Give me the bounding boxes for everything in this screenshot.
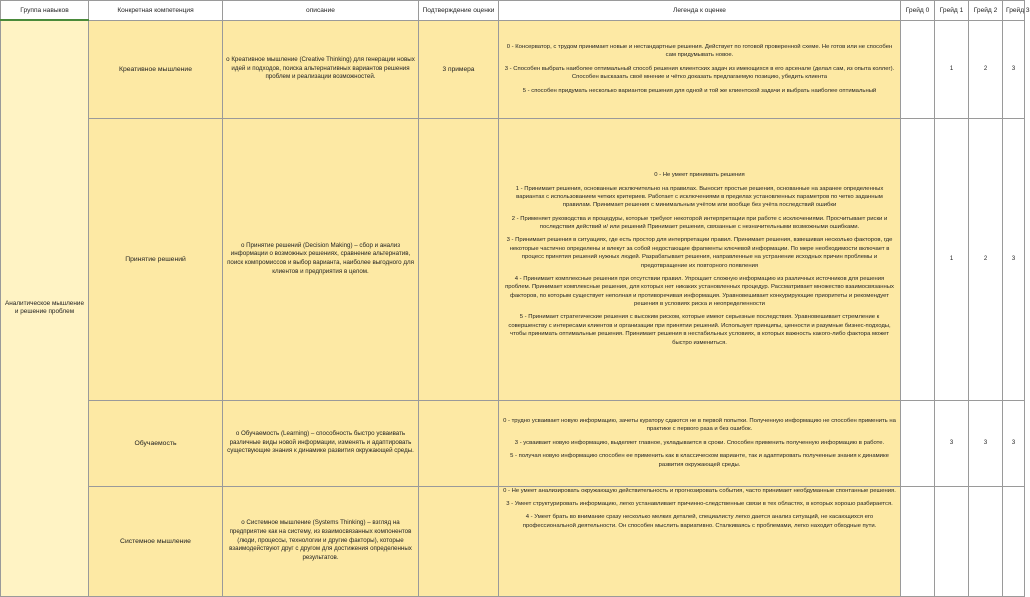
competence-cell[interactable]: Креативное мышление — [89, 20, 223, 118]
legend-line: 1 - Принимает решения, основанные исключительно на правилах. Выносит простые решения, основанные на заранее определенных вариантах с использованием четких критериев. Работает с исключениями в пределах установленных параметров по четко заданным правилам. Принимает решения с минимальным учётом или вообще без учёта последствий ошибки — [515, 185, 884, 209]
competence-cell[interactable]: Обучаемость — [89, 400, 223, 486]
grade-2-cell[interactable]: 2 — [969, 20, 1003, 118]
legend-line: 3 - усваивает новую информацию, выделяет главное, укладывается в сроки. Способен применить полученную информацию в работе. — [514, 439, 885, 446]
grade-2-cell[interactable]: 2 — [969, 118, 1003, 400]
grade-0-cell[interactable] — [901, 20, 935, 118]
grade-3-cell[interactable]: 3 — [1003, 400, 1025, 486]
legend-line: 3 - Принимает решения в ситуациях, где есть простор для интерпретации правил. Принимает решения, взвешивая несколько факторов, где некоторые частично определены и влекут за собой недостающие фрагменты ключевой информации. По мере необходимости включает в процесс принятия решений нужных людей. Разрабатывает решения, направленные на устранение исходных причин проблемы и предотвращение их повторного появления — [506, 237, 893, 269]
table-row — [1, 20, 1025, 118]
confirmation-cell[interactable]: 3 примера — [419, 20, 499, 118]
grade-0-cell[interactable] — [901, 118, 935, 400]
legend-line: 5 - получая новую информацию способен ее применить как в классическом варианте, так и адаптировать полученные знания к динамике развития окружающей среды. — [510, 453, 889, 468]
group-cell[interactable]: Аналитическое мышление и решение проблем — [1, 20, 89, 596]
header-group[interactable]: Группа навыков — [1, 1, 89, 21]
grade-2-cell[interactable]: 3 — [969, 400, 1003, 486]
header-confirmation[interactable]: Подтверждение оценки — [419, 1, 499, 21]
legend-line: 0 - Не умеет анализировать окружающую действительность и прогнозировать события, часто принимает необдуманные спонтанные решения. — [503, 487, 896, 494]
legend-line: 3 - Способен выбрать наиболее оптимальный способ решения клиентских задач из имеющихся в его арсенале (делал сам, из опыта коллег). Способен высказать своё мнение и чётко доказать предлагаемую позицию, убедить клиента — [504, 65, 895, 81]
table-row — [1, 118, 1025, 400]
confirmation-cell[interactable] — [419, 486, 499, 596]
grade-0-cell[interactable] — [901, 400, 935, 486]
header-legend[interactable]: Легенда к оценке — [499, 1, 901, 21]
legend-line: 0 - Консерватор, с трудом принимает новые и нестандартные решения. Действует по готовой проверенной схеме. Не готов или не способен сам придумывать новое. — [506, 44, 893, 59]
header-row — [1, 1, 1025, 21]
legend-line: 5 - Принимает стратегические решения с высоким риском, которые имеют серьезные последствия. Уравновешивает стремление к совершенству с интересами клиентов и организации при принятии решений. Использует принципы, ценности и разумные бизнес-подходы, чтобы принимать оптимальные решения. Принимает решения в нестабильных условиях, в которых важность какого-либо фактора может быстро измениться. — [508, 314, 891, 346]
header-competence[interactable]: Конкретная компетенция — [89, 1, 223, 21]
header-grade-0[interactable]: Грейд 0 — [901, 1, 935, 21]
competence-cell[interactable]: Принятие решений — [89, 118, 223, 400]
table-row — [1, 400, 1025, 486]
grade-0-cell[interactable] — [901, 486, 935, 596]
legend-cell[interactable] — [499, 118, 901, 400]
legend-cell[interactable] — [499, 400, 901, 486]
grade-3-cell[interactable] — [1003, 486, 1025, 596]
header-grade-2[interactable]: Грейд 2 — [969, 1, 1003, 21]
grade-1-cell[interactable]: 1 — [935, 118, 969, 400]
header-grade-1[interactable]: Грейд 1 — [935, 1, 969, 21]
description-cell[interactable]: о Принятие решений (Decision Making) – сбор и анализ информации о возможных решениях, сравнение альтернатив, поиск компромиссов и выбор варианта, наиболее выгодного для клиентов и предприятия в целом. — [223, 118, 419, 400]
legend-cell[interactable] — [499, 486, 901, 596]
header-description[interactable]: описание — [223, 1, 419, 21]
table-row — [1, 486, 1025, 596]
confirmation-cell[interactable] — [419, 118, 499, 400]
header-grade-3[interactable]: Грейд 3 — [1003, 1, 1025, 21]
legend-line: 0 - трудно усваивает новую информацию, зачеты куратору сдаются не в первой попытки. Полученную информацию не способен применить на практике с первого раза и без ошибок. — [503, 418, 896, 433]
description-cell[interactable]: о Креативное мышление (Creative Thinking) для генерации новых идей и подходов, поиска альтернативных вариантов решения проблем и реализации возможностей. — [223, 20, 419, 118]
legend-line: 3 - Умеет структурировать информацию, легко устанавливает причинно-следственные связи в тех областях, в которых хорошо разбирается. — [506, 500, 893, 507]
legend-line: 5 - способен придумать несколько вариантов решения для одной и той же клиентской задачи и выбрать наиболее оптимальный — [522, 87, 877, 94]
grade-1-cell[interactable]: 3 — [935, 400, 969, 486]
grade-2-cell[interactable] — [969, 486, 1003, 596]
description-cell[interactable]: о Обучаемость (Learning) – способность быстро усваивать различные виды новой информации, изменять и адаптировать существующие знания к динамике развития окружающей среды. — [223, 400, 419, 486]
grade-3-cell[interactable]: 3 — [1003, 118, 1025, 400]
legend-cell[interactable] — [499, 20, 901, 118]
legend-line: 0 - Не умеет принимать решения — [654, 172, 745, 179]
grade-1-cell[interactable] — [935, 486, 969, 596]
grade-1-cell[interactable]: 1 — [935, 20, 969, 118]
legend-line: 2 - Применяет руководства и процедуры, которые требуют некоторой интерпретации при работе с исключениями. Просчитывает риски и последствия действий и/ или решений Принимает решения, связанные с незначительными возможными ошибками. — [511, 215, 888, 230]
grade-3-cell[interactable]: 3 — [1003, 20, 1025, 118]
competence-cell[interactable]: Системное мышление — [89, 486, 223, 596]
confirmation-cell[interactable] — [419, 400, 499, 486]
legend-line: 4 - Умеет брать во внимание сразу несколько мелких деталей, специалисту легко дается анализ ситуаций, не касающихся его профессиональной деятельности. Он способен мыслить вариативно. Сталкиваясь с проблемами, легко находит обходные пути. — [522, 514, 877, 529]
description-cell[interactable]: о Системное мышление (Systems Thinking) – взгляд на предприятие как на систему, из взаимосвязанных компонентов (люди, процессы, технологии и другие факторы), которые взаимодействуют друг с другом для достижения определенных результатов. — [223, 486, 419, 596]
legend-line: 4 - Принимает комплексные решения при отсутствии правил. Упрощает сложную информацию из различных источников для решения проблем. Принимает комплексные решения, для которых нет никаких установленных процедур. Рассматривает множество взаимосвязанных факторов, по которым существует неполная и противоречивая информация. Уравновешивает конкурирующие приоритеты и рекомендует решения в условиях риска и неопределенности — [505, 275, 894, 307]
